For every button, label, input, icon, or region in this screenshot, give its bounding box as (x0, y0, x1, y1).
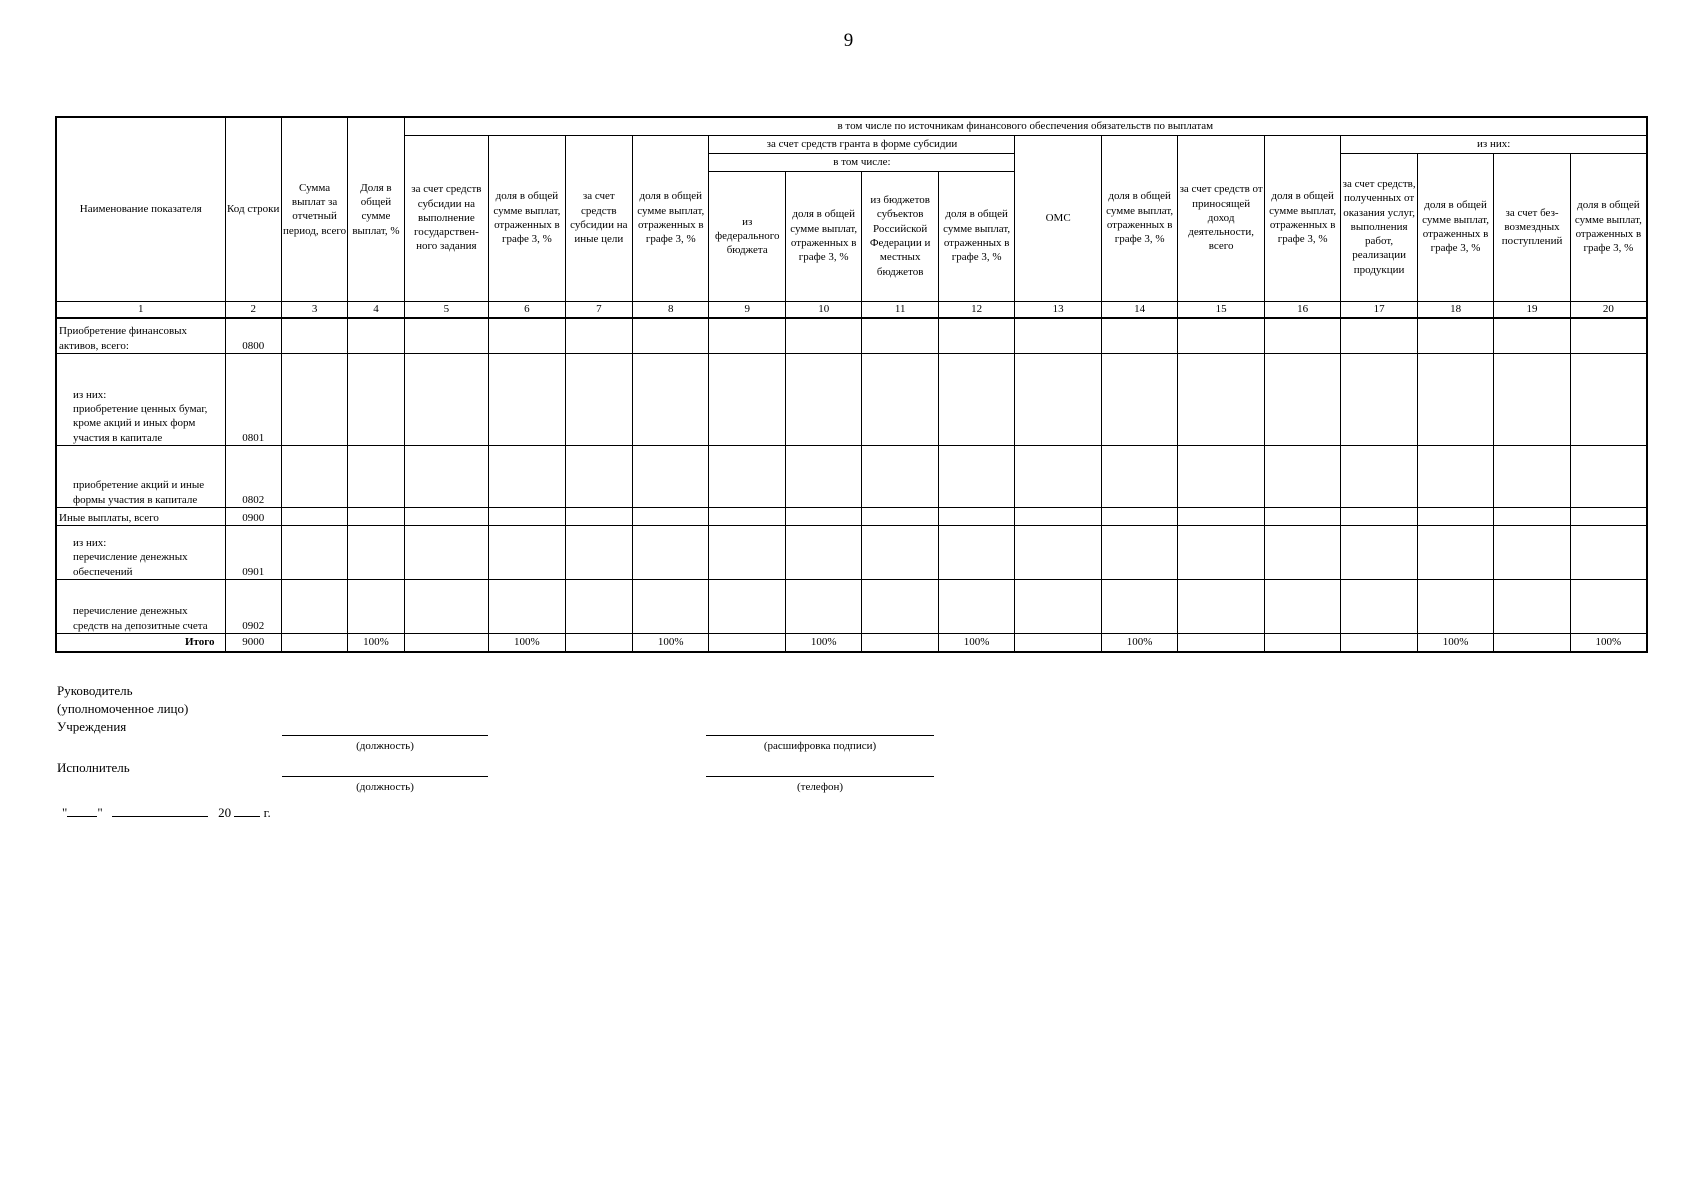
executor-phone-caption: (телефон) (796, 781, 844, 793)
cell-col-6[interactable] (489, 354, 565, 446)
header-name: Наименование показателя (56, 117, 225, 301)
column-number: 16 (1264, 301, 1340, 318)
cell-col-11[interactable] (862, 580, 938, 634)
cell-col-9[interactable] (709, 446, 785, 508)
cell-col-10[interactable] (785, 508, 861, 526)
cell-col-14[interactable] (1101, 318, 1177, 354)
header-c13: ОМС (1015, 135, 1102, 301)
cell-col-9[interactable] (709, 318, 785, 354)
cell-col-8[interactable] (633, 354, 709, 446)
cell-col-18[interactable] (1417, 526, 1493, 580)
executor-label: Исполнитель (57, 760, 130, 775)
cell-col-9[interactable] (709, 508, 785, 526)
total-row (56, 634, 1647, 652)
header-c7: за счет средств субсидии на иные цели (565, 135, 632, 301)
header-of-them: из них: (1341, 135, 1647, 153)
header-incl: в том числе: (709, 153, 1015, 171)
cell-col-8[interactable] (633, 318, 709, 354)
cell-col-15[interactable] (1178, 318, 1265, 354)
cell-col-13[interactable] (1015, 446, 1102, 508)
header-c18: доля в общей сумме выплат, отраженных в графе 3, % (1417, 153, 1493, 301)
cell-col-3[interactable] (281, 354, 347, 446)
total-cell-col-11[interactable] (862, 634, 938, 652)
cell-col-11[interactable] (862, 354, 938, 446)
cell-col-19[interactable] (1494, 354, 1570, 446)
executor-phone-line[interactable] (706, 776, 934, 777)
cell-col-4[interactable] (348, 508, 404, 526)
header-share: Доля в общей сумме выплат, % (348, 117, 404, 301)
total-cell-col-13[interactable] (1015, 634, 1102, 652)
header-c11: из бюджетов субъектов Российской Федерации и местных бюджетов (862, 171, 938, 301)
header-c20: доля в общей сумме выплат, отраженных в графе 3, % (1570, 153, 1647, 301)
column-number: 5 (404, 301, 489, 318)
header-c16: доля в общей сумме выплат, отраженных в графе 3, % (1264, 135, 1340, 301)
executor-position-caption: (должность) (356, 781, 414, 793)
cell-col-4[interactable] (348, 580, 404, 634)
cell-col-14[interactable] (1101, 354, 1177, 446)
cell-col-12[interactable] (938, 318, 1014, 354)
cell-col-11[interactable] (862, 508, 938, 526)
cell-col-15[interactable] (1178, 580, 1265, 634)
column-number: 15 (1178, 301, 1265, 318)
header-grant: за счет средств гранта в форме субсидии (709, 135, 1015, 153)
column-number: 18 (1417, 301, 1493, 318)
cell-col-6[interactable] (489, 318, 565, 354)
cell-col-6[interactable] (489, 526, 565, 580)
cell-col-13[interactable] (1015, 318, 1102, 354)
cell-col-5[interactable] (404, 580, 489, 634)
date-year-blank[interactable] (234, 804, 260, 817)
cell-col-9[interactable] (709, 354, 785, 446)
cell-col-20[interactable] (1570, 526, 1647, 580)
head-decode-caption: (расшифровка подписи) (763, 740, 877, 752)
total-cell-col-5[interactable] (404, 634, 489, 652)
cell-col-18[interactable] (1417, 318, 1493, 354)
date-quote-open: " (62, 805, 68, 820)
column-number: 4 (348, 301, 404, 318)
total-label: Итого (56, 634, 225, 652)
cell-col-16[interactable] (1264, 318, 1340, 354)
cell-col-10[interactable] (785, 446, 861, 508)
date-field (62, 804, 271, 821)
cell-col-7[interactable] (565, 580, 632, 634)
header-code: Код строки (225, 117, 281, 301)
total-cell-col-9[interactable] (709, 634, 785, 652)
total-cell-col-15[interactable] (1178, 634, 1265, 652)
column-number: 7 (565, 301, 632, 318)
page-number: 9 (843, 30, 854, 51)
cell-col-7[interactable] (565, 508, 632, 526)
cell-col-20[interactable] (1570, 446, 1647, 508)
cell-col-15[interactable] (1178, 526, 1265, 580)
cell-col-17[interactable] (1341, 354, 1417, 446)
header-c8: доля в общей сумме выплат, отраженных в графе 3, % (633, 135, 709, 301)
cell-col-5[interactable] (404, 446, 489, 508)
cell-col-5[interactable] (404, 354, 489, 446)
row-label: из них: перечисление денежных обеспечений (56, 526, 225, 580)
cell-col-14[interactable] (1101, 446, 1177, 508)
header-c9: из федерального бюджета (709, 171, 785, 301)
head-label: Руководитель (уполномоченное лицо) Учреждения (57, 683, 189, 734)
table-body (56, 318, 1647, 652)
total-cell-col-3[interactable] (281, 634, 347, 652)
cell-col-15[interactable] (1178, 508, 1265, 526)
column-number: 6 (489, 301, 565, 318)
cell-col-11[interactable] (862, 318, 938, 354)
cell-col-17[interactable] (1341, 508, 1417, 526)
cell-col-18[interactable] (1417, 354, 1493, 446)
total-cell-col-10[interactable]: 100% (785, 634, 861, 652)
cell-col-11[interactable] (862, 526, 938, 580)
row-label: Приобретение финансовых активов, всего: (56, 318, 225, 354)
header-c14: доля в общей сумме выплат, отраженных в графе 3, % (1101, 135, 1177, 301)
cell-col-14[interactable] (1101, 580, 1177, 634)
total-cell-col-4[interactable]: 100% (348, 634, 404, 652)
cell-col-13[interactable] (1015, 508, 1102, 526)
total-cell-col-14[interactable]: 100% (1101, 634, 1177, 652)
total-cell-col-17[interactable] (1341, 634, 1417, 652)
cell-col-12[interactable] (938, 354, 1014, 446)
total-cell-col-16[interactable] (1264, 634, 1340, 652)
head-decode-line[interactable] (706, 735, 934, 736)
cell-col-18[interactable] (1417, 508, 1493, 526)
cell-col-19[interactable] (1494, 318, 1570, 354)
executor-position-line[interactable] (282, 776, 488, 777)
date-year-prefix: 20 (218, 805, 232, 820)
cell-col-19[interactable] (1494, 526, 1570, 580)
column-number: 3 (281, 301, 347, 318)
cell-col-8[interactable] (633, 508, 709, 526)
cell-col-17[interactable] (1341, 526, 1417, 580)
cell-col-13[interactable] (1015, 580, 1102, 634)
column-number: 12 (938, 301, 1014, 318)
date-month-blank[interactable] (112, 804, 208, 817)
cell-col-12[interactable] (938, 446, 1014, 508)
cell-col-7[interactable] (565, 354, 632, 446)
cell-col-16[interactable] (1264, 580, 1340, 634)
total-cell-col-6[interactable]: 100% (489, 634, 565, 652)
cell-col-4[interactable] (348, 318, 404, 354)
cell-col-4[interactable] (348, 354, 404, 446)
column-number: 11 (862, 301, 938, 318)
cell-col-3[interactable] (281, 508, 347, 526)
cell-col-4[interactable] (348, 446, 404, 508)
header-c17: за счет средств, полученных от оказания услуг, выполнения работ, реализации продукции (1341, 153, 1417, 301)
cell-col-7[interactable] (565, 526, 632, 580)
column-number: 10 (785, 301, 861, 318)
date-quote-close: " (97, 805, 103, 820)
header-c15: за счет средств от приносящей доход деятельности, всего (1178, 135, 1265, 301)
table-row (56, 580, 1647, 634)
row-label: из них: приобретение ценных бумаг, кроме акций и иных форм участия в капитале (56, 354, 225, 446)
cell-col-13[interactable] (1015, 526, 1102, 580)
table-row (56, 526, 1647, 580)
cell-col-15[interactable] (1178, 354, 1265, 446)
cell-col-5[interactable] (404, 508, 489, 526)
cell-col-17[interactable] (1341, 446, 1417, 508)
cell-col-16[interactable] (1264, 526, 1340, 580)
cell-col-16[interactable] (1264, 354, 1340, 446)
column-number: 14 (1101, 301, 1177, 318)
cell-col-14[interactable] (1101, 526, 1177, 580)
header-c12: доля в общей сумме выплат, отраженных в графе 3, % (938, 171, 1014, 301)
header-total-sum: Сумма выплат за отчетный период, всего (281, 117, 347, 301)
header-c6: доля в общей сумме выплат, отраженных в графе 3, % (489, 135, 565, 301)
cell-col-18[interactable] (1417, 446, 1493, 508)
column-number: 17 (1341, 301, 1417, 318)
table-row (56, 354, 1647, 446)
cell-col-20[interactable] (1570, 318, 1647, 354)
row-code: 0901 (225, 526, 281, 580)
cell-col-12[interactable] (938, 508, 1014, 526)
row-code: 0801 (225, 354, 281, 446)
total-cell-col-20[interactable]: 100% (1570, 634, 1647, 652)
total-cell-col-8[interactable]: 100% (633, 634, 709, 652)
column-number: 19 (1494, 301, 1570, 318)
cell-col-17[interactable] (1341, 318, 1417, 354)
cell-col-20[interactable] (1570, 354, 1647, 446)
cell-col-6[interactable] (489, 446, 565, 508)
cell-col-20[interactable] (1570, 580, 1647, 634)
table-row (56, 318, 1647, 354)
cell-col-15[interactable] (1178, 446, 1265, 508)
cell-col-8[interactable] (633, 446, 709, 508)
cell-col-10[interactable] (785, 318, 861, 354)
header-c19: за счет без-возмездных поступлений (1494, 153, 1570, 301)
head-position-caption: (должность) (356, 740, 414, 752)
cell-col-3[interactable] (281, 446, 347, 508)
date-suffix: г. (263, 805, 271, 820)
cell-col-3[interactable] (281, 580, 347, 634)
column-number: 13 (1015, 301, 1102, 318)
column-number: 9 (709, 301, 785, 318)
table-row (56, 508, 1647, 526)
total-code: 9000 (225, 634, 281, 652)
total-cell-col-12[interactable]: 100% (938, 634, 1014, 652)
cell-col-5[interactable] (404, 318, 489, 354)
row-code: 0902 (225, 580, 281, 634)
row-label: приобретение акций и иные формы участия в капитале (56, 446, 225, 508)
total-cell-col-18[interactable]: 100% (1417, 634, 1493, 652)
header-sources: в том числе по источникам финансового обеспечения обязательств по выплатам (404, 117, 1647, 135)
column-number: 20 (1570, 301, 1647, 318)
row-code: 0900 (225, 508, 281, 526)
cell-col-19[interactable] (1494, 446, 1570, 508)
head-position-line[interactable] (282, 735, 488, 736)
row-code: 0800 (225, 318, 281, 354)
cell-col-12[interactable] (938, 580, 1014, 634)
cell-col-16[interactable] (1264, 446, 1340, 508)
cell-col-9[interactable] (709, 580, 785, 634)
cell-col-13[interactable] (1015, 354, 1102, 446)
cell-col-14[interactable] (1101, 508, 1177, 526)
cell-col-17[interactable] (1341, 580, 1417, 634)
cell-col-20[interactable] (1570, 508, 1647, 526)
total-cell-col-19[interactable] (1494, 634, 1570, 652)
header-c10: доля в общей сумме выплат, отраженных в графе 3, % (785, 171, 861, 301)
cell-col-3[interactable] (281, 526, 347, 580)
cell-col-9[interactable] (709, 526, 785, 580)
report-table (55, 116, 1648, 653)
cell-col-8[interactable] (633, 580, 709, 634)
cell-col-10[interactable] (785, 354, 861, 446)
cell-col-6[interactable] (489, 580, 565, 634)
cell-col-19[interactable] (1494, 580, 1570, 634)
cell-col-16[interactable] (1264, 508, 1340, 526)
cell-col-8[interactable] (633, 526, 709, 580)
cell-col-5[interactable] (404, 526, 489, 580)
cell-col-4[interactable] (348, 526, 404, 580)
column-number-row (56, 301, 1647, 318)
column-number: 1 (56, 301, 225, 318)
row-label: перечисление денежных средств на депозитные счета (56, 580, 225, 634)
row-code: 0802 (225, 446, 281, 508)
cell-col-7[interactable] (565, 446, 632, 508)
cell-col-7[interactable] (565, 318, 632, 354)
cell-col-19[interactable] (1494, 508, 1570, 526)
cell-col-10[interactable] (785, 526, 861, 580)
header-c5: за счет средств субсидии на выполнение государствен-ного задания (404, 135, 489, 301)
cell-col-6[interactable] (489, 508, 565, 526)
cell-col-10[interactable] (785, 580, 861, 634)
cell-col-12[interactable] (938, 526, 1014, 580)
row-label: Иные выплаты, всего (56, 508, 225, 526)
table-row (56, 446, 1647, 508)
total-cell-col-7[interactable] (565, 634, 632, 652)
cell-col-3[interactable] (281, 318, 347, 354)
date-day-blank[interactable] (67, 804, 97, 817)
cell-col-11[interactable] (862, 446, 938, 508)
column-number: 8 (633, 301, 709, 318)
column-number: 2 (225, 301, 281, 318)
cell-col-18[interactable] (1417, 580, 1493, 634)
